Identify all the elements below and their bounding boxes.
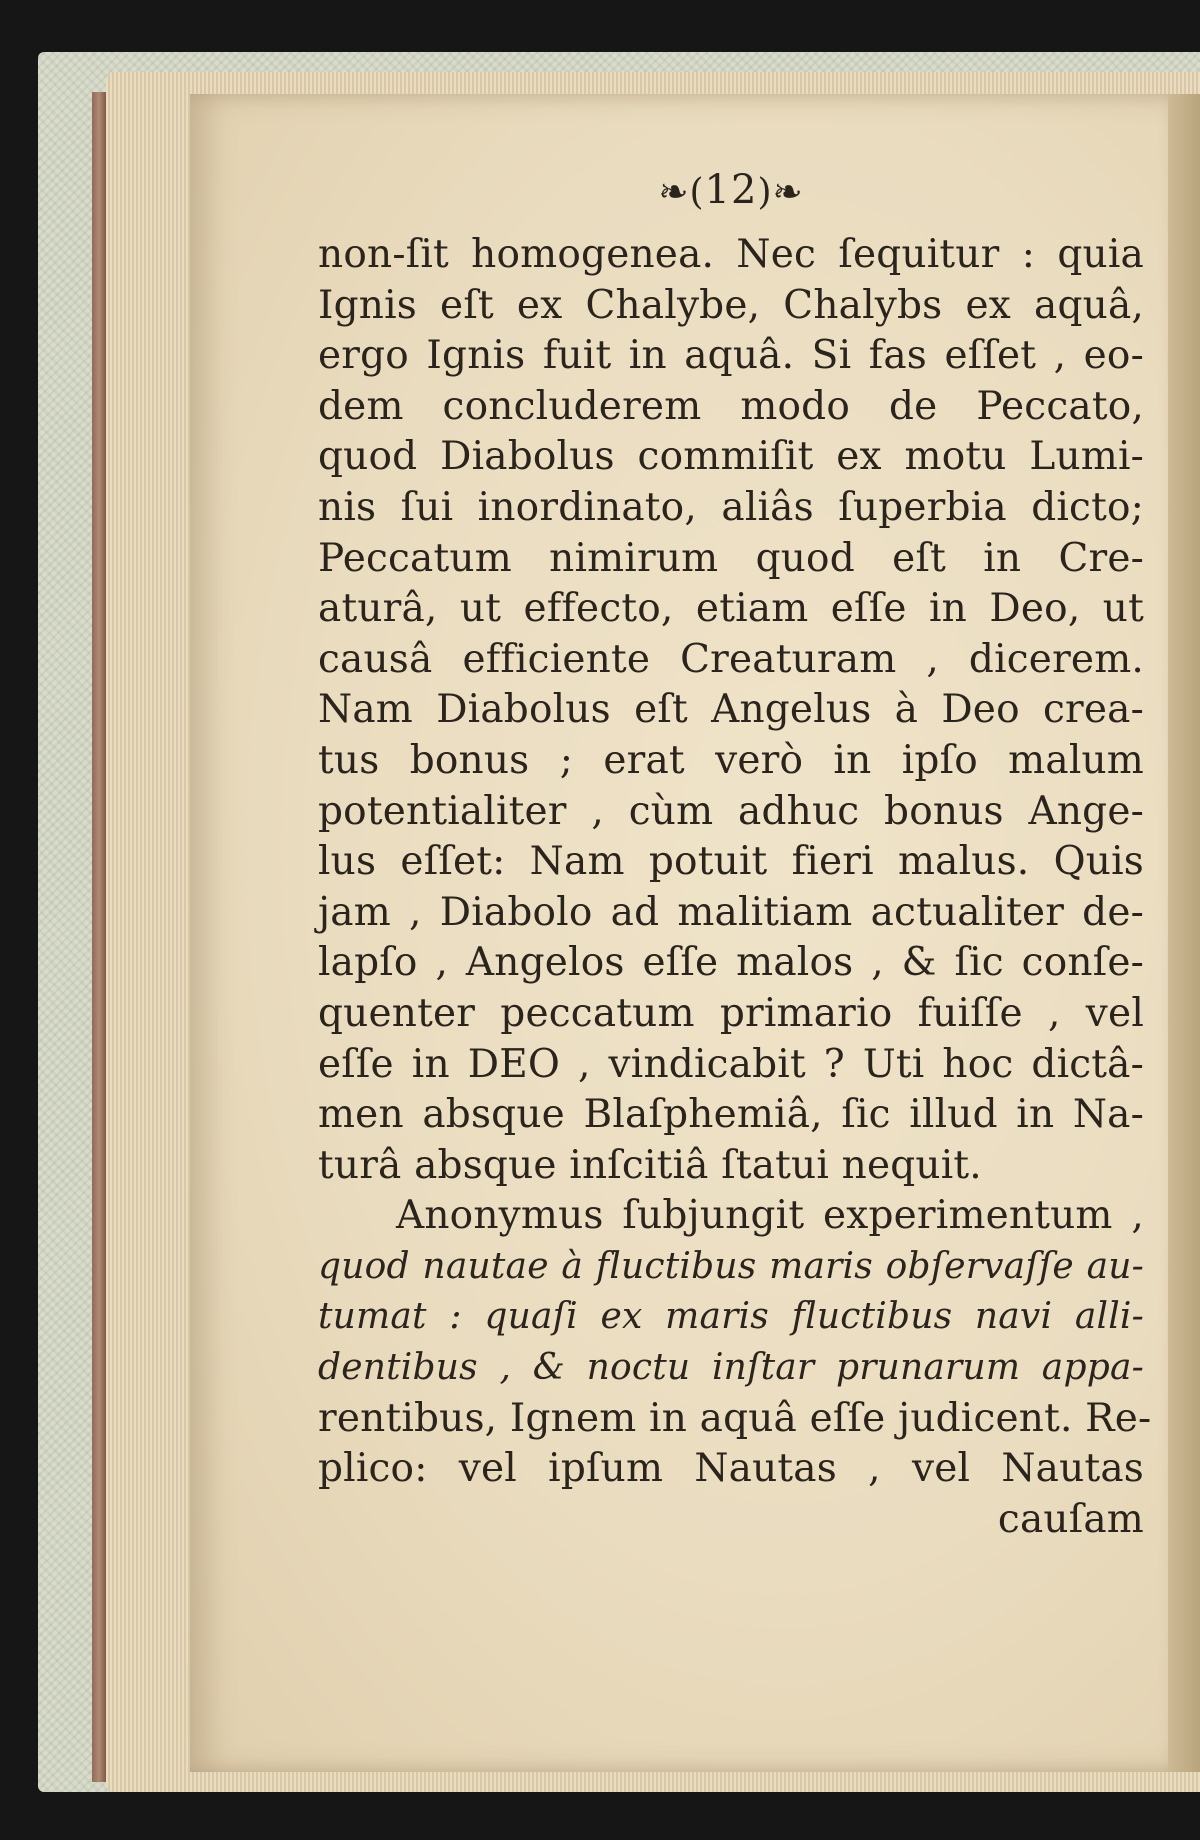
- text-line: men absque Blaſphemiâ, ſic illud in Na-: [318, 1092, 1144, 1138]
- text-line: Ignis eſt ex Chalybe, Chalybs ex aquâ,: [318, 282, 1144, 328]
- ornament-right-icon: )❧: [757, 172, 804, 213]
- text-line: quenter peccatum primario fuiſſe , vel: [318, 990, 1144, 1036]
- text-line: dentibus , & noctu inſtar prunarum appa-: [318, 1347, 1144, 1389]
- text-line: tus bonus ; erat verò in ipſo malum: [318, 737, 1144, 783]
- text-line: causâ efficiente Creaturam , dicerem.: [318, 636, 1144, 682]
- page-text: [318, 160, 1152, 1545]
- text-line: eſſe in DEO , vindicabit ? Uti hoc dictâ-: [318, 1041, 1144, 1087]
- text-line: aturâ, ut effecto, etiam eſſe in Deo, ut: [318, 586, 1144, 632]
- page-header: [318, 160, 1144, 230]
- text-line: non-ſit homogenea. Nec ſequitur : quia: [318, 232, 1144, 277]
- text-line: lapſo , Angelos eſſe malos , & ſic conſe-: [318, 940, 1144, 986]
- ornament-left-icon: ❧(: [658, 172, 705, 213]
- paragraph-2: [318, 1191, 1152, 1545]
- text-line: quod Diabolus commiſit ex motu Lumi-: [318, 434, 1144, 480]
- catchword: cauſam: [997, 1496, 1144, 1542]
- page-number: 12: [704, 167, 758, 213]
- text-line: Nam Diabolus eſt Angelus à Deo crea-: [318, 687, 1144, 733]
- text-line: ergo Ignis fuit in aquâ. Si fas eſſet , eo-: [318, 333, 1144, 379]
- text-line: nis ſui inordinato, aliâs ſuperbia dicto;: [318, 484, 1144, 530]
- text-line: quod nautae à fluctibus maris obſervaſſe au-: [318, 1245, 1144, 1287]
- text-line: tumat : quaſi ex maris fluctibus navi alli-: [318, 1296, 1144, 1338]
- text-line: rentibus, Ignem in aquâ eſſe judicent. Re-: [318, 1395, 1152, 1441]
- page-gutter: [1168, 94, 1200, 1772]
- text-line: turâ absque inſcitiâ ſtatui nequit.: [318, 1142, 982, 1188]
- text-line: Peccatum nimirum quod eſt in Cre-: [318, 535, 1144, 581]
- book-spine-edge: [92, 92, 106, 1782]
- text-line: plico: vel ipſum Nautas , vel Nautas: [318, 1446, 1144, 1492]
- text-line: dem concluderem modo de Peccato,: [318, 383, 1144, 429]
- text-line: potentialiter , cùm adhuc bonus Ange-: [318, 788, 1144, 834]
- paragraph-1: [318, 230, 1144, 1191]
- text-line: lus eſſet: Nam potuit fieri malus. Quis: [318, 839, 1144, 885]
- text-line: jam , Diabolo ad malitiam actualiter de-: [318, 889, 1144, 935]
- text-line: Anonymus ſubjungit experimentum ,: [396, 1193, 1144, 1239]
